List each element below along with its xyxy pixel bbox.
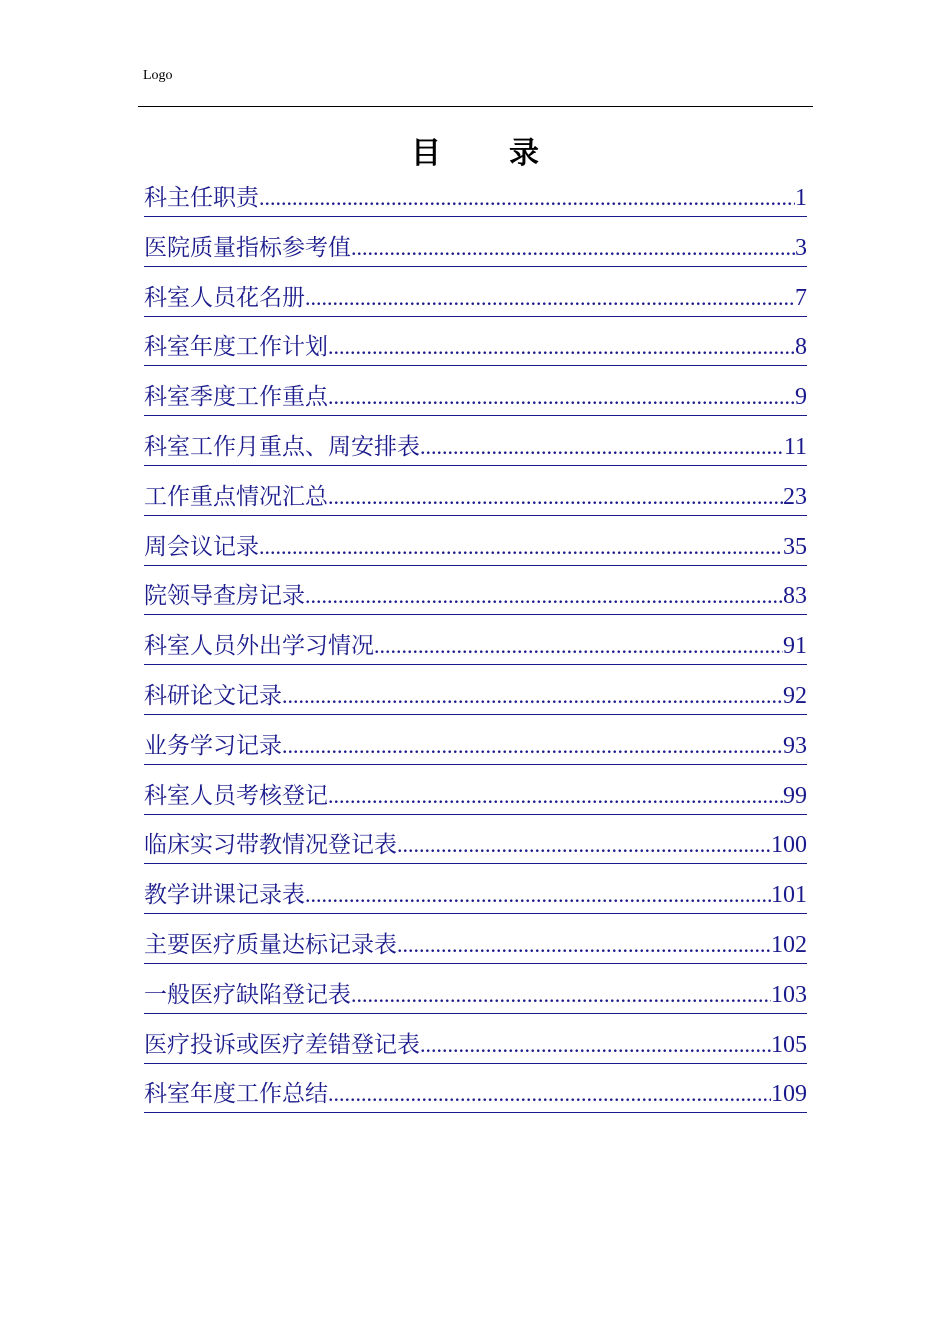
toc-entry-title: 科室人员考核登记 xyxy=(144,782,328,809)
toc-link[interactable] xyxy=(144,329,807,366)
toc-entry-title: 科主任职责 xyxy=(144,185,259,211)
toc-dot-leader xyxy=(282,728,783,764)
toc-dot-leader xyxy=(328,1076,771,1112)
toc-page-number: 1 xyxy=(795,185,807,211)
toc-entry-title: 医疗投诉或医疗差错登记表 xyxy=(144,1031,420,1058)
toc-entry xyxy=(144,827,807,877)
toc-entry xyxy=(144,1076,807,1126)
toc-entry-title: 业务学习记录 xyxy=(144,732,282,759)
toc-page-number: 8 xyxy=(795,334,807,361)
toc-entry-title: 科室工作月重点、周安排表 xyxy=(144,433,420,460)
toc-entry xyxy=(144,180,807,230)
toc-dot-leader xyxy=(374,628,783,664)
header-logo-text: Logo xyxy=(143,68,173,83)
toc-dot-leader xyxy=(397,827,771,863)
toc-entry xyxy=(144,479,807,529)
toc-entry xyxy=(144,329,807,379)
toc-entry-title: 医院质量指标参考值 xyxy=(144,234,351,261)
toc-dot-leader xyxy=(328,379,795,415)
toc-page-number: 83 xyxy=(783,583,807,610)
toc-page-number: 91 xyxy=(783,633,807,660)
toc-dot-leader xyxy=(351,977,771,1013)
toc-dot-leader xyxy=(305,877,771,913)
toc-link[interactable] xyxy=(144,180,807,217)
toc-page-number: 101 xyxy=(771,882,807,909)
toc-page-number: 9 xyxy=(795,384,807,411)
toc-link[interactable] xyxy=(144,778,807,815)
toc-page-number: 93 xyxy=(783,732,807,759)
toc-dot-leader xyxy=(351,230,795,266)
toc-entry-title: 主要医疗质量达标记录表 xyxy=(144,931,397,958)
toc-entry xyxy=(144,728,807,778)
toc-page-number: 11 xyxy=(783,433,807,460)
toc-entry xyxy=(144,578,807,628)
toc-link[interactable] xyxy=(144,479,807,516)
toc-entry xyxy=(144,877,807,927)
toc-entry-title: 临床实习带教情况登记表 xyxy=(144,832,397,859)
toc-link[interactable] xyxy=(144,1027,807,1064)
toc-link[interactable] xyxy=(144,877,807,914)
toc-entry xyxy=(144,280,807,330)
toc-entry-title: 科室人员外出学习情况 xyxy=(144,633,374,660)
toc-entry xyxy=(144,927,807,977)
toc-entry xyxy=(144,429,807,479)
toc-page-number: 105 xyxy=(771,1031,807,1058)
toc-link[interactable] xyxy=(144,927,807,964)
toc-page-number: 23 xyxy=(783,483,807,510)
toc-dot-leader xyxy=(420,1027,771,1063)
toc-entry xyxy=(144,529,807,579)
toc-dot-leader xyxy=(328,479,783,515)
toc-link[interactable] xyxy=(144,728,807,765)
toc-page-number: 103 xyxy=(771,981,807,1008)
toc-page-number: 3 xyxy=(795,234,807,261)
toc-link[interactable] xyxy=(144,1076,807,1113)
toc-dot-leader xyxy=(259,529,783,565)
table-of-contents xyxy=(144,180,807,1126)
toc-dot-leader xyxy=(282,678,783,714)
toc-dot-leader xyxy=(259,180,795,216)
toc-entry xyxy=(144,678,807,728)
toc-dot-leader xyxy=(305,280,795,316)
toc-page-number: 100 xyxy=(771,832,807,859)
toc-entry xyxy=(144,977,807,1027)
toc-link[interactable] xyxy=(144,827,807,864)
page-title: 目录 xyxy=(411,136,607,171)
toc-entry xyxy=(144,379,807,429)
toc-link[interactable] xyxy=(144,977,807,1014)
toc-link[interactable] xyxy=(144,578,807,615)
toc-entry-title: 科室季度工作重点 xyxy=(144,384,328,411)
toc-entry-title: 科室年度工作总结 xyxy=(144,1081,328,1108)
toc-link[interactable] xyxy=(144,379,807,416)
toc-entry-title: 科室年度工作计划 xyxy=(144,334,328,361)
toc-entry xyxy=(144,1027,807,1077)
toc-dot-leader xyxy=(397,927,771,963)
toc-link[interactable] xyxy=(144,628,807,665)
toc-entry-title: 科研论文记录 xyxy=(144,682,282,709)
toc-link[interactable] xyxy=(144,529,807,566)
toc-entry xyxy=(144,628,807,678)
toc-dot-leader xyxy=(420,429,784,465)
toc-entry-title: 一般医疗缺陷登记表 xyxy=(144,981,351,1008)
toc-page-number: 7 xyxy=(795,284,807,311)
toc-entry-title: 工作重点情况汇总 xyxy=(144,483,328,510)
toc-entry-title: 周会议记录 xyxy=(144,533,259,560)
toc-entry xyxy=(144,230,807,280)
toc-dot-leader xyxy=(328,329,795,365)
toc-entry-title: 教学讲课记录表 xyxy=(144,882,305,909)
toc-entry xyxy=(144,778,807,828)
toc-dot-leader xyxy=(305,578,783,614)
toc-link[interactable] xyxy=(144,678,807,715)
toc-link[interactable] xyxy=(144,230,807,267)
toc-dot-leader xyxy=(328,778,783,814)
toc-link[interactable] xyxy=(144,280,807,317)
header-divider xyxy=(138,106,813,107)
toc-page-number: 99 xyxy=(783,782,807,809)
toc-page-number: 92 xyxy=(783,682,807,709)
toc-entry-title: 院领导查房记录 xyxy=(144,583,305,610)
toc-entry-title: 科室人员花名册 xyxy=(144,284,305,311)
toc-page-number: 102 xyxy=(771,931,807,958)
toc-page-number: 109 xyxy=(771,1081,807,1108)
toc-link[interactable] xyxy=(144,429,807,466)
toc-page-number: 35 xyxy=(783,533,807,560)
